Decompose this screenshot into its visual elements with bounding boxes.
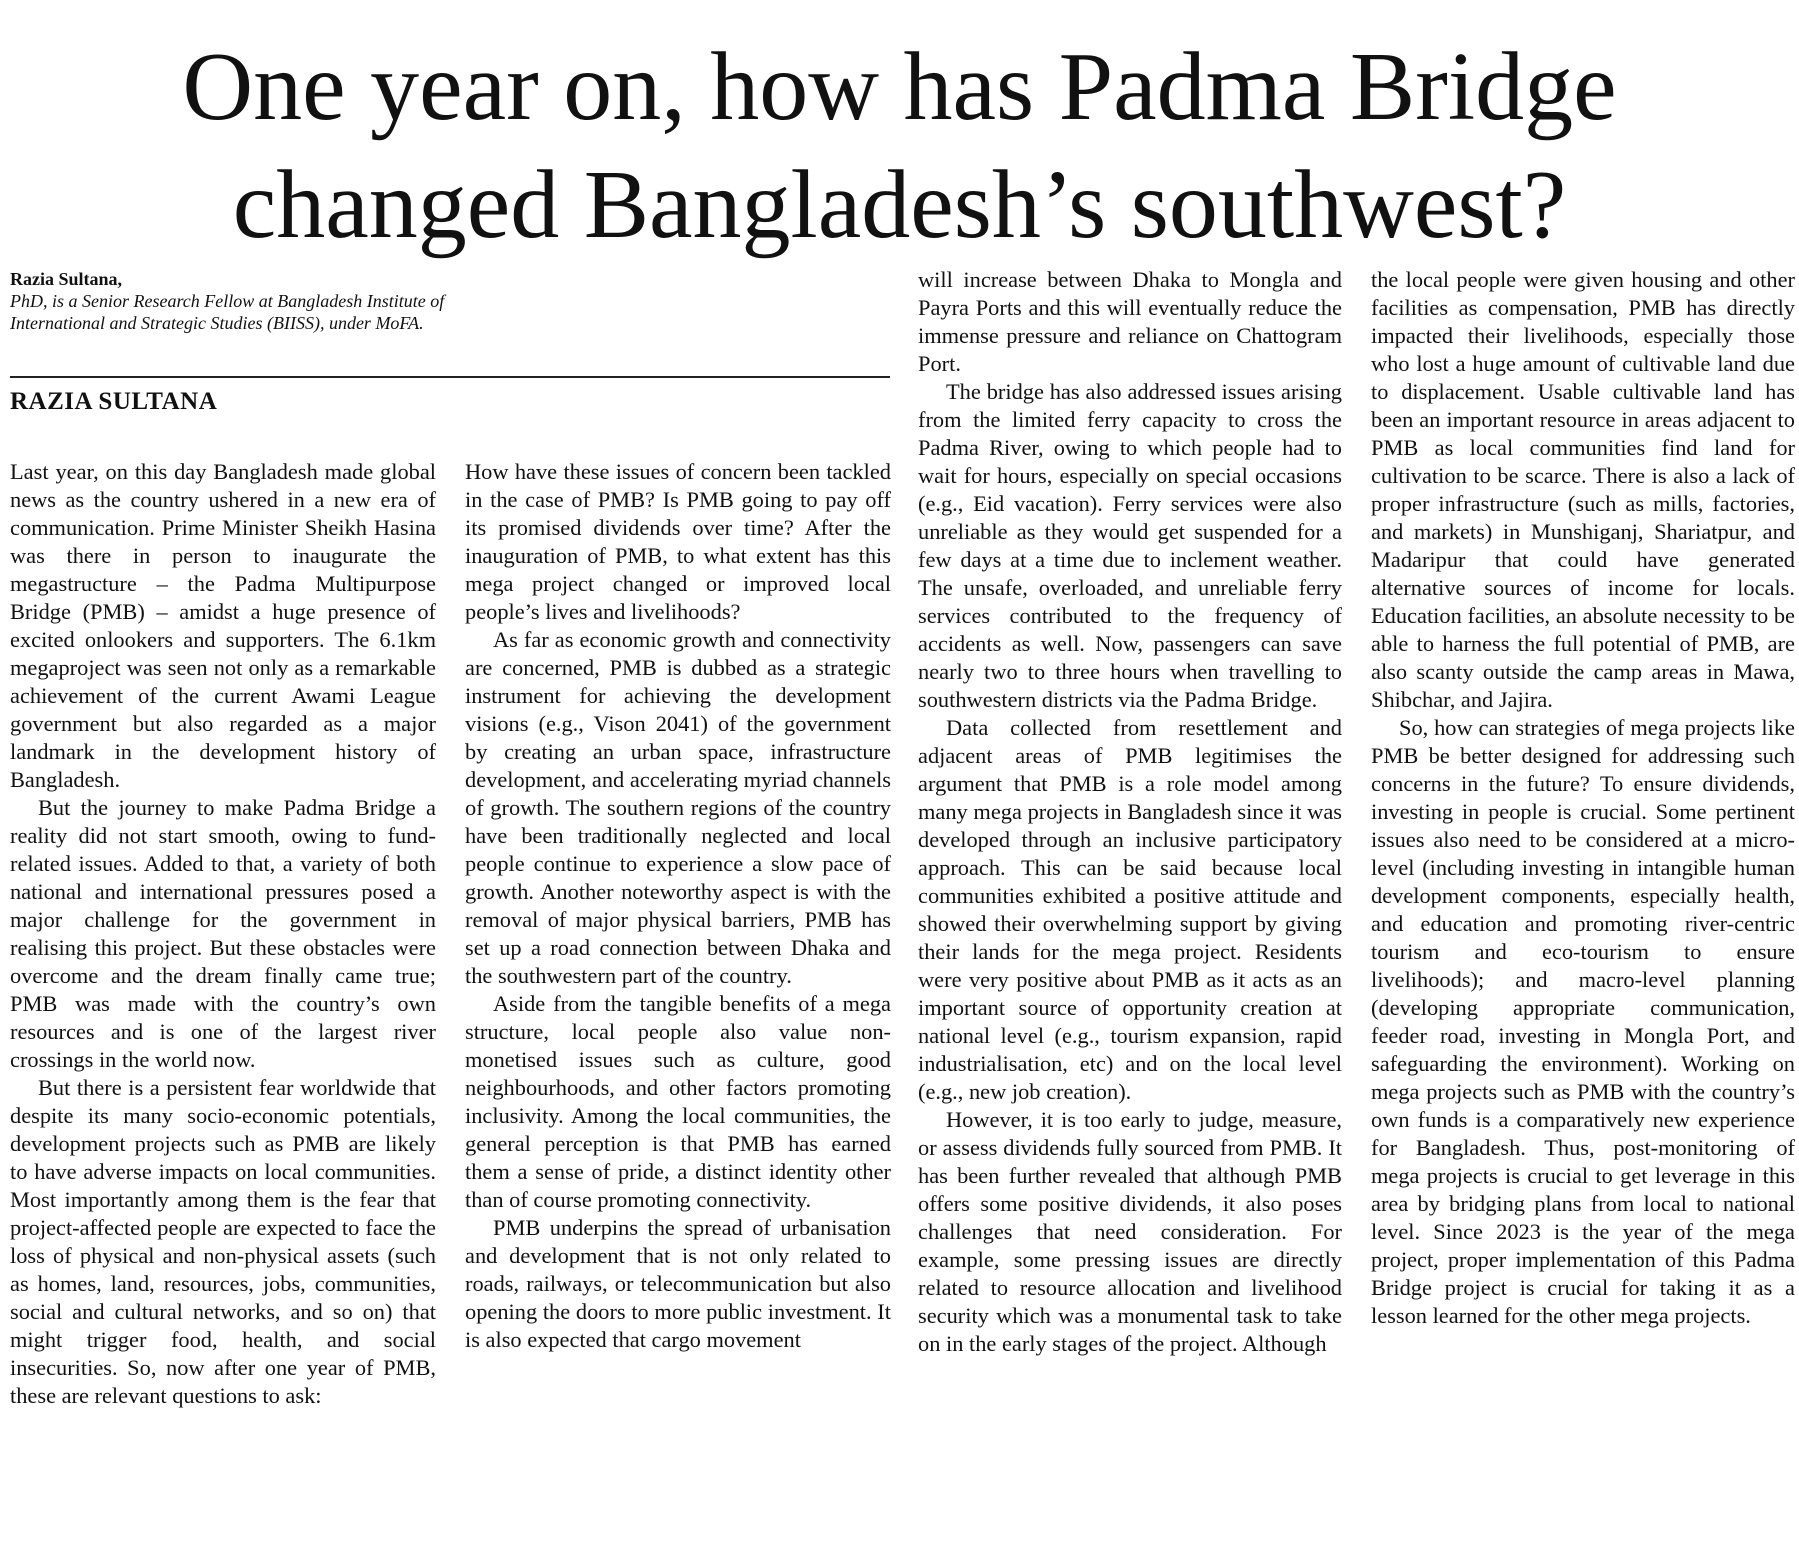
headline-line-1: One year on, how has Padma Bridge <box>182 33 1617 141</box>
paragraph: PMB underpins the spread of urbanisation and development that is not only related to roads, railways, or telecommunication but also opening the doors to more public investment. It is also expected that cargo movement <box>465 1215 891 1352</box>
author-bio-line-2: International and Strategic Studies (BIISS), under MoFA. <box>10 313 424 333</box>
paragraph: But there is a persistent fear worldwide that despite its many socio-economic potentials, development projects such as PMB are likely to have adverse impacts on local communities. Most importantly among them is the fear that project-affected people are expected to face the loss of physical and non-physical assets (such as homes, land, resources, jobs, communities, social and cultural networks, and so on) that might trigger food, health, and social insecurities. So, now after one year of PMB, these are relevant questions to ask: <box>10 1075 436 1408</box>
article-column-4 <box>1371 266 1795 1330</box>
paragraph: So, how can strategies of mega projects like PMB be better designed for addressing such concerns in the future? To ensure dividends, investing in people is crucial. Some pertinent issues also need to be considered at a micro-level (including investing in intangible human development components, especially health, and education and promoting river-centric tourism and eco-tourism to ensure livelihoods); and macro-level planning (developing appropriate communication, feeder road, investing in Mongla Port, and safeguarding the environment). Working on mega projects such as PMB with the country’s own funds is a comparatively new experience for Bangladesh. Thus, post-monitoring of mega projects is crucial to get leverage in this area by bridging plans from local to national level. Since 2023 is the year of the mega project, proper implementation of this Padma Bridge project is crucial for taking it as a lesson learned for the other mega projects. <box>1371 715 1795 1328</box>
paragraph: As far as economic growth and connectivity are concerned, PMB is dubbed as a strategic instrument for achieving the development visions (e.g., Vison 2041) of the government by creating an urban space, infrastructure development, and accelerating myriad channels of growth. The southern regions of the country have been traditionally neglected and local people continue to experience a slow pace of growth. Another noteworthy aspect is with the removal of major physical barriers, PMB has set up a road connection between Dhaka and the southwestern part of the country. <box>465 627 891 988</box>
paragraph: Aside from the tangible benefits of a mega structure, local people also value non-monetised issues such as culture, good neighbourhoods, and other factors promoting inclusivity. Among the local communities, the general perception is that PMB has earned them a sense of pride, a distinct identity other than of course promoting connectivity. <box>465 991 891 1212</box>
headline <box>0 28 1799 264</box>
byline-divider <box>10 376 890 378</box>
paragraph: But the journey to make Padma Bridge a reality did not start smooth, owing to fund-related issues. Added to that, a variety of both national and international pressures posed a major challenge for the government in realising this project. But these obstacles were overcome and the dream finally came true; PMB was made with the country’s own resources and is one of the largest river crossings in the world now. <box>10 795 436 1072</box>
headline-line-2: changed Bangladesh’s southwest? <box>232 151 1567 259</box>
author-name: Razia Sultana, <box>10 269 123 289</box>
byline: RAZIA SULTANA <box>10 388 218 415</box>
paragraph: However, it is too early to judge, measure, or assess dividends fully sourced from PMB. It has been further revealed that although PMB offers some positive dividends, it also poses challenges that need consideration. For example, some pressing issues are directly related to resource allocation and livelihood security which was a monumental task to take on in the early stages of the project. Although <box>918 1107 1342 1356</box>
paragraph: will increase between Dhaka to Mongla and Payra Ports and this will eventually reduce the immense pressure and reliance on Chattogram Port. <box>918 267 1342 376</box>
paragraph: How have these issues of concern been tackled in the case of PMB? Is PMB going to pay off its promised dividends over time? After the inauguration of PMB, to what extent has this mega project changed or improved local people’s lives and livelihoods? <box>465 459 891 624</box>
article-column-3 <box>918 266 1342 1358</box>
author-bio-line-1: PhD, is a Senior Research Fellow at Bangladesh Institute of <box>10 291 445 311</box>
paragraph: Data collected from resettlement and adjacent areas of PMB legitimises the argument that PMB is a role model among many mega projects in Bangladesh since it was developed through an inclusive participatory approach. This can be said because local communities exhibited a positive attitude and showed their overwhelming support by giving their lands for the mega project. Residents were very positive about PMB as it acts as an important source of opportunity creation at national level (e.g., tourism expansion, rapid industrialisation, etc) and on the local level (e.g., new job creation). <box>918 715 1342 1104</box>
paragraph: The bridge has also addressed issues arising from the limited ferry capacity to cross the Padma River, owing to which people had to wait for hours, especially on special occasions (e.g., Eid vacation). Ferry services were also unreliable as they would get suspended for a few days at a time due to inclement weather. The unsafe, overloaded, and unreliable ferry services contributed to the frequency of accidents as well. Now, passengers can save nearly two to three hours when travelling to southwestern districts via the Padma Bridge. <box>918 379 1342 712</box>
paragraph: the local people were given housing and other facilities as compensation, PMB has directly impacted their livelihoods, especially those who lost a huge amount of cultivable land due to displacement. Usable cultivable land has been an important resource in areas adjacent to PMB as local communities find land for cultivation to be scarce. There is also a lack of proper infrastructure (such as mills, factories, and markets) in Munshiganj, Shariatpur, and Madaripur that could have generated alternative sources of income for locals. Education facilities, an absolute necessity to be able to harness the full potential of PMB, are also scanty outside the camp areas in Mawa, Shibchar, and Jajira. <box>1371 267 1795 712</box>
article-column-1 <box>10 458 436 1410</box>
paragraph: Last year, on this day Bangladesh made global news as the country ushered in a new era of communication. Prime Minister Sheikh Hasina was there in person to inaugurate the megastructure – the Padma Multipurpose Bridge (PMB) – amidst a huge presence of excited onlookers and supporters. The 6.1km megaproject was seen not only as a remarkable achievement of the current Awami League government but also regarded as a major landmark in the development history of Bangladesh. <box>10 459 436 792</box>
author-bio-block <box>10 268 890 334</box>
article-column-2 <box>465 458 891 1354</box>
